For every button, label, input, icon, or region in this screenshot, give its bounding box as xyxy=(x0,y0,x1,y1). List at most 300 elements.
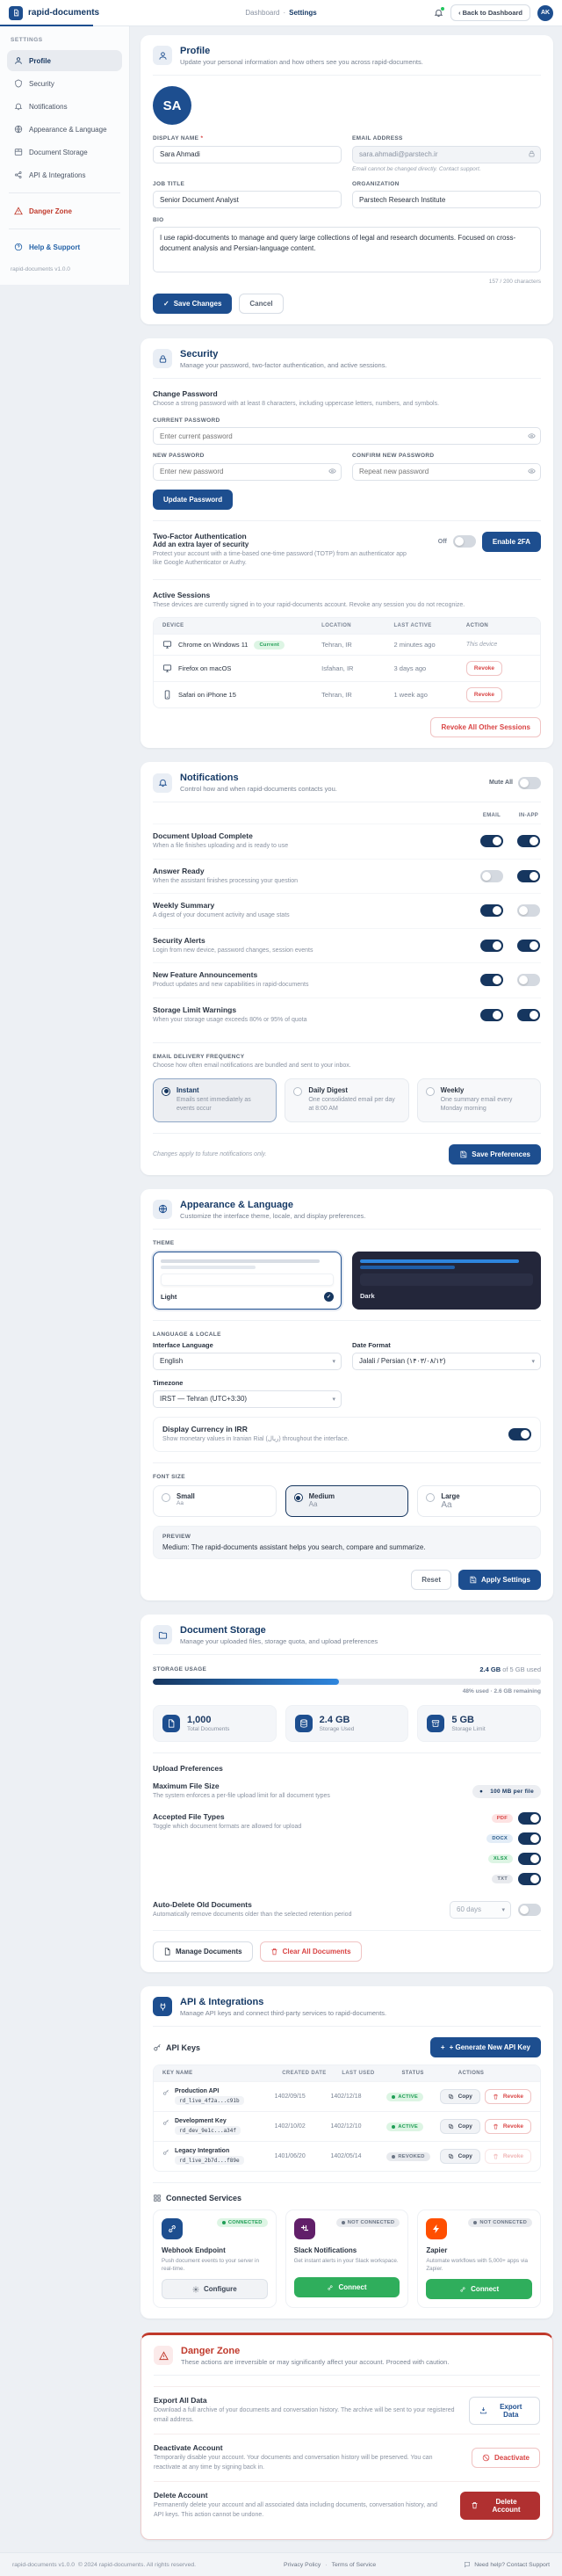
security-title: Security xyxy=(180,349,219,359)
notifications-footnote: Changes apply to future notifications only. xyxy=(153,1150,267,1157)
font-sample: Aa xyxy=(441,1500,452,1510)
session-last-active: 2 minutes ago xyxy=(393,641,436,649)
save-icon xyxy=(459,1150,467,1158)
connect-slack-button[interactable]: Connect xyxy=(294,2277,400,2297)
eye-icon[interactable] xyxy=(528,468,536,475)
font-size-option-medium[interactable]: Medium Aa xyxy=(285,1485,409,1517)
email-toggle[interactable] xyxy=(480,1009,503,1021)
file-type-badge: PDF xyxy=(492,1814,513,1823)
file-type-badge: TXT xyxy=(492,1875,513,1883)
plus-icon: + xyxy=(440,2043,445,2051)
sidebar-item-label: Profile xyxy=(29,56,51,65)
notification-row-title: Document Upload Complete xyxy=(153,831,253,840)
deactivate-title: Deactivate Account xyxy=(154,2443,223,2453)
api-title: API & Integrations xyxy=(180,1997,264,2007)
job-title-label: JOB TITLE xyxy=(153,180,185,187)
col-key-name: KEY NAME xyxy=(162,2071,193,2076)
ban-icon xyxy=(482,2454,490,2462)
mute-all-toggle[interactable] xyxy=(518,777,541,789)
notification-row-title: Answer Ready xyxy=(153,866,205,875)
file-type-toggle[interactable] xyxy=(518,1853,541,1865)
font-sample: Aa xyxy=(177,1500,184,1506)
notification-row-title: Storage Limit Warnings xyxy=(153,1005,237,1014)
email-toggle[interactable] xyxy=(480,870,503,882)
enable-2fa-button[interactable]: Enable 2FA xyxy=(482,532,541,552)
api-key-name: Legacy Integration xyxy=(175,2148,230,2154)
reset-button[interactable]: Reset xyxy=(411,1570,451,1590)
theme-option-dark[interactable] xyxy=(352,1252,541,1310)
accepted-file-types-title: Accepted File Types xyxy=(153,1811,225,1821)
file-type-row xyxy=(486,1812,541,1825)
file-type-toggle[interactable] xyxy=(518,1812,541,1825)
stat-storage-limit: 5 GB Storage Limit xyxy=(417,1705,541,1742)
auto-delete-desc: Automatically remove documents older than the selected retention period xyxy=(153,1911,352,1918)
appearance-section xyxy=(140,1189,553,1601)
preview-text: Medium: The rapid-documents assistant helps you search, compare and summarize. xyxy=(162,1543,426,1551)
font-sample: Aa xyxy=(308,1500,318,1508)
font-size-option-large[interactable]: Large Aa xyxy=(417,1485,541,1517)
sidebar-item-label: Danger Zone xyxy=(29,207,72,215)
current-password-input[interactable] xyxy=(153,427,541,445)
two-factor-title: Two-Factor Authentication xyxy=(153,531,247,541)
eye-icon[interactable] xyxy=(528,432,536,439)
service-name: Slack Notifications xyxy=(293,2246,357,2254)
service-card-slack xyxy=(285,2210,409,2308)
notifications-section-icon xyxy=(153,773,172,793)
session-device: Chrome on Windows 11 xyxy=(178,641,249,649)
api-key-row xyxy=(154,2111,540,2141)
info-icon: ● xyxy=(479,1788,484,1795)
required-asterisk: * xyxy=(200,135,204,141)
storage-section xyxy=(140,1615,553,1972)
danger-zone-section xyxy=(140,2333,553,2540)
usage-value: 2.4 GB xyxy=(479,1665,501,1673)
email-toggle[interactable] xyxy=(480,904,503,917)
notification-row-title: Weekly Summary xyxy=(153,901,215,910)
notification-row xyxy=(153,893,541,928)
active-sessions-desc: These devices are currently signed in to your rapid-documents account. Revoke any session you do not recognize. xyxy=(153,601,465,608)
two-factor-subtitle: Add an extra layer of security xyxy=(153,540,249,548)
auto-delete-toggle[interactable] xyxy=(518,1904,541,1916)
date-format-select[interactable]: Jalali / Persian (۱۴۰۳/۰۸/۱۲) ▾ xyxy=(352,1353,541,1370)
sidebar-item-danger-zone[interactable] xyxy=(7,200,122,221)
save-preferences-button[interactable]: Save Preferences xyxy=(449,1144,541,1165)
settings-main xyxy=(130,26,562,2552)
session-device: Safari on iPhone 15 xyxy=(178,691,236,699)
session-last-active: 3 days ago xyxy=(393,664,427,672)
email-toggle[interactable] xyxy=(480,835,503,847)
language-label: Interface Language xyxy=(153,1340,213,1349)
chat-icon xyxy=(464,2561,471,2568)
sidebar-item-appearance[interactable] xyxy=(7,119,122,140)
connect-zapier-button[interactable]: Connect xyxy=(426,2279,532,2299)
frequency-label: EMAIL DELIVERY FREQUENCY xyxy=(153,1054,245,1060)
frequency-option-instant[interactable]: Instant Emails sent immediately as events occur xyxy=(153,1078,277,1122)
session-device: Firefox on macOS xyxy=(178,664,232,672)
shield-icon xyxy=(14,79,23,88)
revoke-key-button-disabled: Revoke xyxy=(485,2149,531,2164)
frequency-desc: Choose how often email notifications are bundled and sent to your inbox. xyxy=(153,1063,351,1069)
file-type-badge: DOCX xyxy=(486,1834,513,1843)
notification-dot xyxy=(441,7,444,11)
service-card-zapier xyxy=(417,2210,541,2308)
key-icon xyxy=(162,2149,169,2156)
max-file-size-title: Maximum File Size xyxy=(153,1781,220,1790)
theme-dark-label: Dark xyxy=(360,1291,375,1300)
display-name-input[interactable] xyxy=(153,146,342,163)
breadcrumb-dashboard[interactable]: Dashboard xyxy=(245,9,280,17)
accepted-file-types-desc: Toggle which document formats are allowed for upload xyxy=(153,1823,302,1830)
plug-icon xyxy=(14,171,23,179)
trash-icon xyxy=(270,1948,278,1956)
eye-icon[interactable] xyxy=(328,468,336,475)
current-session-badge: Current xyxy=(254,641,285,649)
upload-preferences-title: Upload Preferences xyxy=(153,1764,223,1773)
link-icon xyxy=(459,2286,466,2293)
service-desc: Get instant alerts in your Slack workspace. xyxy=(293,2258,399,2264)
api-key-last-used: 1402/12/10 xyxy=(330,2123,362,2130)
notifications-section xyxy=(140,762,553,1175)
currency-toggle[interactable] xyxy=(508,1428,531,1440)
bio-label: BIO xyxy=(153,217,164,223)
language-select[interactable]: English ▾ xyxy=(153,1353,342,1370)
radio-icon xyxy=(426,1087,435,1096)
copy-key-button[interactable]: Copy xyxy=(440,2119,480,2134)
danger-zone-subtitle: These actions are irreversible or may significantly affect your account. Proceed with caution. xyxy=(181,2358,450,2367)
sessions-table xyxy=(153,617,541,708)
notification-row xyxy=(153,928,541,963)
active-sessions-title: Active Sessions xyxy=(153,590,211,599)
two-factor-desc: Protect your account with a time-based one-time password (TOTP) from an authenticator app like Google Authenticator or Authy. xyxy=(153,550,407,566)
col-actions: ACTIONS xyxy=(458,2071,485,2076)
sidebar-item-label: Appearance & Language xyxy=(29,125,107,134)
page-footer: rapid-documents v1.0.0 © 2024 rapid-documents. All rights reserved. Privacy Policy · Terms of Service Need help? Contact Support xyxy=(0,2552,562,2576)
revoke-all-sessions-button[interactable]: Revoke All Other Sessions xyxy=(430,717,541,737)
api-key-name: Production API xyxy=(175,2088,220,2094)
status-badge: ACTIVE xyxy=(386,2093,423,2101)
bio-textarea[interactable] xyxy=(153,227,541,272)
max-file-size-desc: The system enforces a per-file upload limit for all document types xyxy=(153,1793,330,1799)
file-type-row xyxy=(486,1873,541,1885)
inapp-toggle[interactable] xyxy=(517,1009,540,1021)
zapier-icon xyxy=(426,2218,447,2239)
appearance-title: Appearance & Language xyxy=(180,1199,293,1210)
session-row xyxy=(154,634,540,655)
revoke-session-button[interactable]: Revoke xyxy=(466,661,502,676)
notification-row-desc: Product updates and new capabilities in rapid-documents xyxy=(153,982,309,988)
privacy-policy-link[interactable]: Privacy Policy xyxy=(284,2561,321,2568)
breadcrumb-separator: · xyxy=(283,9,286,17)
service-status-badge: CONNECTED xyxy=(217,2218,268,2227)
notification-row xyxy=(153,859,541,894)
organization-input[interactable] xyxy=(352,191,541,208)
sidebar-item-notifications[interactable] xyxy=(7,96,122,117)
organization-label: ORGANIZATION xyxy=(352,180,400,187)
notification-row-desc: A digest of your document activity and usage stats xyxy=(153,912,290,918)
session-location: Tehran, IR xyxy=(321,641,352,649)
breadcrumb xyxy=(245,9,316,17)
api-section xyxy=(140,1986,553,2318)
profile-section-icon xyxy=(153,46,172,65)
storage-icon xyxy=(14,148,23,156)
revoke-session-button[interactable]: Revoke xyxy=(466,687,502,702)
status-badge: REVOKED xyxy=(386,2152,429,2161)
date-format-label: Date Format xyxy=(352,1340,391,1349)
api-section-icon xyxy=(153,1997,172,2016)
brand[interactable] xyxy=(9,6,99,20)
locale-label: LANGUAGE & LOCALE xyxy=(153,1331,221,1338)
monitor-icon xyxy=(162,664,172,673)
database-icon xyxy=(295,1715,313,1732)
col-action: ACTION xyxy=(465,623,489,628)
api-keys-title: API Keys xyxy=(166,2043,201,2052)
service-card-webhook xyxy=(153,2210,277,2308)
col-status: STATUS xyxy=(401,2071,424,2076)
check-icon: ✓ xyxy=(163,300,169,308)
api-keys-table xyxy=(153,2064,541,2172)
security-subtitle: Manage your password, two-factor authentication, and active sessions. xyxy=(180,361,387,369)
api-key-row xyxy=(154,2141,540,2171)
profile-section xyxy=(140,35,553,324)
notification-row xyxy=(153,962,541,998)
col-last-active: LAST ACTIVE xyxy=(393,623,432,628)
storage-usage-note: 48% used · 2.6 GB remaining xyxy=(462,1688,541,1694)
job-title-input[interactable] xyxy=(153,191,342,208)
app-logo-icon xyxy=(9,6,23,20)
confirm-password-label: CONFIRM NEW PASSWORD xyxy=(352,453,435,459)
email-field xyxy=(352,146,541,163)
notification-bell-icon[interactable] xyxy=(434,8,443,18)
key-icon xyxy=(162,2119,169,2126)
sidebar-item-help[interactable] xyxy=(7,236,122,258)
notification-row-desc: When your storage usage exceeds 80% or 95% of quota xyxy=(153,1016,307,1023)
slack-icon xyxy=(294,2218,315,2239)
confirm-password-input[interactable] xyxy=(352,463,541,481)
revoke-key-button[interactable]: Revoke xyxy=(485,2119,531,2134)
radio-icon xyxy=(162,1087,170,1096)
radio-icon xyxy=(293,1087,302,1096)
appearance-section-icon xyxy=(153,1200,172,1219)
notification-channel-headers xyxy=(153,813,541,818)
new-password-label: NEW PASSWORD xyxy=(153,453,205,459)
sidebar-item-label: Security xyxy=(29,79,54,88)
file-type-badge: XLSX xyxy=(488,1854,513,1863)
usage-suffix: of 5 GB used xyxy=(502,1665,541,1673)
api-key-created: 1402/09/15 xyxy=(274,2093,306,2100)
phone-icon xyxy=(162,690,172,700)
session-location: Isfahan, IR xyxy=(321,664,354,672)
storage-subtitle: Manage your uploaded files, storage quota, and upload preferences xyxy=(180,1637,378,1645)
settings-sidebar xyxy=(0,26,130,285)
deactivate-account-row xyxy=(154,2434,540,2481)
display-name-label: DISPLAY NAME * xyxy=(153,135,204,141)
export-data-button[interactable]: Export Data xyxy=(469,2397,540,2425)
inapp-toggle[interactable] xyxy=(517,835,540,847)
storage-usage-label: STORAGE USAGE xyxy=(153,1666,207,1673)
sidebar-item-label: Help & Support xyxy=(29,243,81,251)
export-data-desc: Download a full archive of your documents and conversation history. The archive will be sent to your registered email address. xyxy=(154,2407,455,2423)
session-this-device: This device xyxy=(465,642,498,648)
lock-icon xyxy=(528,150,536,158)
gear-icon xyxy=(192,2286,199,2293)
export-data-title: Export All Data xyxy=(154,2396,207,2405)
api-key-code: rd_dev_9e1c...a34f xyxy=(175,2126,241,2135)
contact-support-link[interactable]: Need help? Contact Support xyxy=(474,2561,550,2568)
two-factor-toggle[interactable] xyxy=(453,535,476,548)
sidebar-item-profile[interactable] xyxy=(7,50,122,71)
export-data-row xyxy=(154,2386,540,2434)
service-desc: Push document events to your server in real-time. xyxy=(162,2258,259,2273)
notifications-subtitle: Control how and when rapid-documents contacts you. xyxy=(180,785,337,793)
notification-row-desc: Login from new device, password changes, session events xyxy=(153,947,313,954)
sidebar-item-label: Document Storage xyxy=(29,148,88,156)
notification-row-title: Security Alerts xyxy=(153,935,205,945)
deactivate-desc: Temporarily disable your account. Your documents and conversation history will be preserved. You can reactivate at any time by signing back in. xyxy=(154,2455,433,2471)
timezone-label: Timezone xyxy=(153,1378,184,1387)
auto-delete-title: Auto-Delete Old Documents xyxy=(153,1899,252,1909)
service-status-badge: NOT CONNECTED xyxy=(468,2218,532,2227)
retention-select[interactable]: 60 days ▾ xyxy=(450,1901,511,1919)
inapp-toggle[interactable] xyxy=(517,870,540,882)
api-key-name: Development Key xyxy=(175,2118,227,2124)
save-changes-button[interactable]: ✓ Save Changes xyxy=(153,294,232,314)
manage-documents-button[interactable]: Manage Documents xyxy=(153,1941,253,1962)
font-preview xyxy=(153,1526,541,1559)
cancel-button[interactable]: Cancel xyxy=(239,294,283,314)
chevron-down-icon: ▾ xyxy=(332,1396,335,1403)
key-icon xyxy=(153,2043,162,2052)
col-created: CREATED DATE xyxy=(282,2071,327,2076)
footer-version: rapid-documents v1.0.0 xyxy=(12,2561,76,2568)
file-type-toggle[interactable] xyxy=(518,1873,541,1885)
col-location: LOCATION xyxy=(321,623,351,628)
link-icon xyxy=(327,2284,334,2291)
bio-counter: 157 / 200 characters xyxy=(488,279,541,285)
clear-all-documents-button[interactable]: Clear All Documents xyxy=(260,1941,362,1962)
app-version: rapid-documents v1.0.0 xyxy=(11,266,70,272)
notifications-title: Notifications xyxy=(180,773,239,783)
file-type-row xyxy=(486,1853,541,1865)
api-key-created: 1401/06/20 xyxy=(274,2153,306,2159)
delete-desc: Permanently delete your account and all associated data including documents, conversation history, and API keys. This action cannot be undone. xyxy=(154,2502,437,2518)
notification-row xyxy=(153,824,541,859)
inapp-toggle[interactable] xyxy=(517,904,540,917)
change-password-desc: Choose a strong password with at least 8 characters, including uppercase letters, numbers, and symbols. xyxy=(153,401,440,407)
chevron-down-icon: ▾ xyxy=(531,1358,535,1365)
storage-progress-fill xyxy=(153,1679,339,1685)
new-password-input[interactable] xyxy=(153,463,342,481)
timezone-select[interactable]: IRST — Tehran (UTC+3:30) ▾ xyxy=(153,1390,342,1408)
configure-webhook-button[interactable]: Configure xyxy=(162,2279,268,2299)
copy-key-button[interactable]: Copy xyxy=(440,2149,480,2164)
warning-icon xyxy=(14,207,23,215)
theme-option-light[interactable] xyxy=(153,1252,342,1310)
terms-link[interactable]: Terms of Service xyxy=(331,2561,377,2568)
api-subtitle: Manage API keys and connect third-party services to rapid-documents. xyxy=(180,2009,387,2017)
user-avatar[interactable]: AK xyxy=(537,5,553,21)
radio-icon xyxy=(162,1493,170,1502)
deactivate-button[interactable]: Deactivate xyxy=(472,2448,540,2468)
sidebar-item-security[interactable] xyxy=(7,73,122,94)
session-location: Tehran, IR xyxy=(321,691,352,699)
sidebar-item-label: API & Integrations xyxy=(29,171,86,179)
breadcrumb-settings: Settings xyxy=(289,9,317,17)
service-name: Zapier xyxy=(426,2246,448,2254)
notification-row xyxy=(153,998,541,1033)
archive-icon xyxy=(427,1715,444,1732)
security-section-icon xyxy=(153,349,172,368)
stat-storage-used: 2.4 GB Storage Used xyxy=(285,1705,409,1742)
sidebar-item-api[interactable] xyxy=(7,164,122,185)
bell-icon xyxy=(14,102,23,111)
service-name: Webhook Endpoint xyxy=(162,2246,226,2254)
max-file-size-badge: ● 100 MB per file xyxy=(472,1785,541,1798)
update-password-button[interactable]: Update Password xyxy=(153,490,233,510)
preview-label: PREVIEW xyxy=(162,1534,191,1540)
two-factor-state-label: Off xyxy=(437,538,447,545)
sidebar-header: SETTINGS xyxy=(11,37,43,43)
session-row xyxy=(154,681,540,707)
email-helper: Email cannot be changed directly. Contact support. xyxy=(352,165,481,172)
security-section xyxy=(140,338,553,748)
globe-icon xyxy=(14,125,23,134)
email-toggle[interactable] xyxy=(480,940,503,952)
font-size-option-small[interactable]: Small Aa xyxy=(153,1485,277,1517)
change-password-title: Change Password xyxy=(153,389,218,398)
sidebar-item-label: Notifications xyxy=(29,102,68,111)
delete-account-button[interactable]: Delete Account xyxy=(460,2492,540,2520)
notification-row-desc: When the assistant finishes processing your question xyxy=(153,877,298,884)
frequency-option-daily[interactable]: Daily Digest One consolidated email per day at 8:00 AM xyxy=(285,1078,408,1122)
sidebar-item-storage[interactable] xyxy=(7,141,122,163)
storage-progress-bar xyxy=(153,1679,541,1685)
generate-api-key-button[interactable]: + + Generate New API Key xyxy=(430,2037,541,2057)
copy-key-button[interactable]: Copy xyxy=(440,2089,480,2104)
col-last-used: LAST USED xyxy=(342,2071,375,2076)
theme-label: THEME xyxy=(153,1239,175,1246)
profile-title: Profile xyxy=(180,46,211,56)
notification-row-title: New Feature Announcements xyxy=(153,970,258,979)
revoke-key-button[interactable]: Revoke xyxy=(485,2089,531,2104)
profile-avatar[interactable]: SA xyxy=(153,86,191,125)
api-key-code: rd_live_4f2a...c91b xyxy=(175,2096,244,2105)
radio-icon xyxy=(426,1493,435,1502)
status-badge: ACTIVE xyxy=(386,2122,423,2131)
apply-settings-button[interactable]: Apply Settings xyxy=(458,1570,541,1590)
current-password-label: CURRENT PASSWORD xyxy=(153,417,220,424)
help-icon xyxy=(14,243,23,251)
notification-row-desc: When a file finishes uploading and is ready to use xyxy=(153,843,289,849)
webhook-icon xyxy=(162,2218,183,2239)
save-icon xyxy=(469,1576,477,1584)
back-to-dashboard-button[interactable]: ‹ Back to Dashboard xyxy=(450,4,530,21)
app-title: rapid-documents xyxy=(28,8,100,18)
inapp-column-header: IN-APP xyxy=(518,813,539,818)
theme-selected-check-icon: ✓ xyxy=(324,1292,334,1302)
api-key-created: 1402/10/02 xyxy=(274,2123,306,2130)
service-desc: Automate workflows with 5,000+ apps via Zapier. xyxy=(426,2258,529,2273)
email-label: EMAIL ADDRESS xyxy=(352,135,403,141)
inapp-toggle[interactable] xyxy=(517,974,540,986)
download-icon xyxy=(479,2406,487,2414)
file-type-toggle[interactable] xyxy=(518,1832,541,1845)
radio-icon xyxy=(294,1493,303,1502)
grid-icon xyxy=(153,2194,162,2202)
service-status-badge: NOT CONNECTED xyxy=(336,2218,400,2227)
email-toggle[interactable] xyxy=(480,974,503,986)
inapp-toggle[interactable] xyxy=(517,940,540,952)
frequency-option-weekly[interactable]: Weekly One summary email every Monday morning xyxy=(417,1078,541,1122)
